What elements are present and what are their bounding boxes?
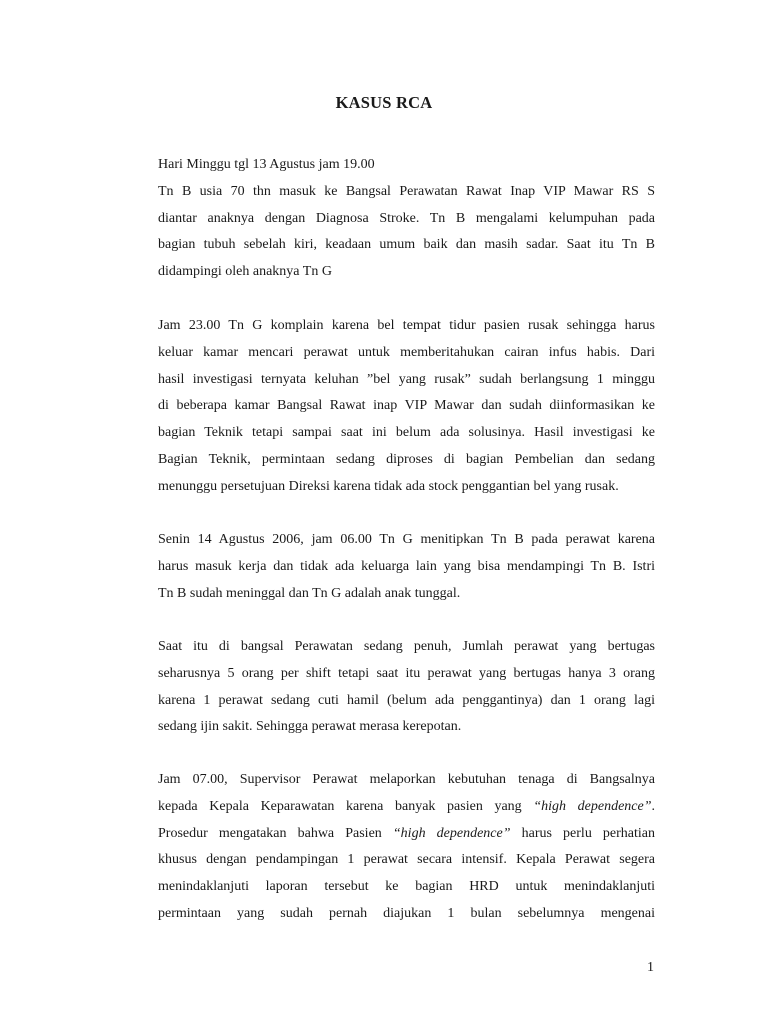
paragraph-line: menunggu persetujuan Direksi karena tidak ada stock penggantian bel yang rusak.: [158, 478, 619, 494]
paragraph-line: Saat itu di bangsal Perawatan sedang penuh, Jumlah perawat yang bertugas: [158, 639, 655, 654]
paragraph-line: karena 1 perawat sedang cuti hamil (belum ada penggantinya) dan 1 orang lagi: [158, 692, 655, 708]
paragraph-line: Bagian Teknik, permintaan sedang diproses di bagian Pembelian dan sedang: [158, 451, 655, 467]
paragraph-line: [158, 821, 655, 848]
paragraph-line: [158, 794, 655, 821]
paragraph-line: diantar anaknya dengan Diagnosa Stroke. Tn B mengalami kelumpuhan pada: [158, 210, 655, 226]
paragraph-line: sedang ijin sakit. Sehingga perawat merasa kerepotan.: [158, 719, 462, 735]
page-number: 1: [647, 960, 654, 975]
paragraph-line: khusus dengan pendampingan 1 perawat secara intensif. Kepala Perawat segera: [158, 852, 655, 868]
text-segment: .: [651, 798, 655, 814]
paragraph-line: Jam 07.00, Supervisor Perawat melaporkan kebutuhan tenaga di Bangsalnya: [158, 772, 655, 787]
paragraph-line: Senin 14 Agustus 2006, jam 06.00 Tn G menitipkan Tn B pada perawat karena: [158, 532, 655, 547]
text-segment: harus perlu perhatian: [510, 825, 655, 841]
paragraph-line: Jam 23.00 Tn G komplain karena bel tempat tidur pasien rusak sehingga harus: [158, 318, 655, 333]
paragraph-line: keluar kamar mencari perawat untuk memberitahukan cairan infus habis. Dari: [158, 344, 655, 360]
paragraph-5: [158, 767, 655, 928]
paragraph-line: bagian Teknik tetapi sampai saat ini belum ada solusinya. Hasil investigasi ke: [158, 425, 655, 441]
text-segment: Prosedur mengatakan bahwa Pasien: [158, 825, 393, 841]
paragraph-2: [158, 313, 655, 501]
paragraph-line: bagian tubuh sebelah kiri, keadaan umum baik dan masih sadar. Saat itu Tn B: [158, 237, 655, 253]
paragraph-line: hasil investigasi ternyata keluhan ”bel yang rusak” sudah berlangsung 1 minggu: [158, 371, 655, 387]
paragraph-line: di beberapa kamar Bangsal Rawat inap VIP Mawar dan sudah diinformasikan ke: [158, 398, 655, 414]
paragraph-line: seharusnya 5 orang per shift tetapi saat itu perawat yang bertugas hanya 3 orang: [158, 665, 655, 681]
document-title: KASUS RCA: [335, 93, 433, 112]
paragraph-line: Tn B usia 70 thn masuk ke Bangsal Perawatan Rawat Inap VIP Mawar RS S: [158, 183, 655, 199]
italic-term: “high dependence”: [392, 825, 511, 841]
paragraph-line: Tn B sudah meninggal dan Tn G adalah anak tunggal.: [158, 585, 461, 601]
italic-term: “high dependence”: [533, 798, 652, 814]
paragraph-line: harus masuk kerja dan tidak ada keluarga lain yang bisa mendampingi Tn B. Istri: [158, 558, 655, 574]
text-segment: kepada Kepala Keparawatan karena banyak pasien yang: [158, 798, 534, 814]
paragraph-3: [158, 527, 655, 607]
paragraph-line: permintaan yang sudah pernah diajukan 1 bulan sebelumnya mengenai: [158, 905, 655, 921]
paragraph-line: menindaklanjuti laporan tersebut ke bagian HRD untuk menindaklanjuti: [158, 879, 655, 895]
paragraph-4: [158, 634, 655, 741]
paragraph-line: Hari Minggu tgl 13 Agustus jam 19.00: [158, 157, 375, 172]
paragraph-1: [158, 152, 655, 286]
paragraph-line: didampingi oleh anaknya Tn G: [158, 264, 332, 280]
